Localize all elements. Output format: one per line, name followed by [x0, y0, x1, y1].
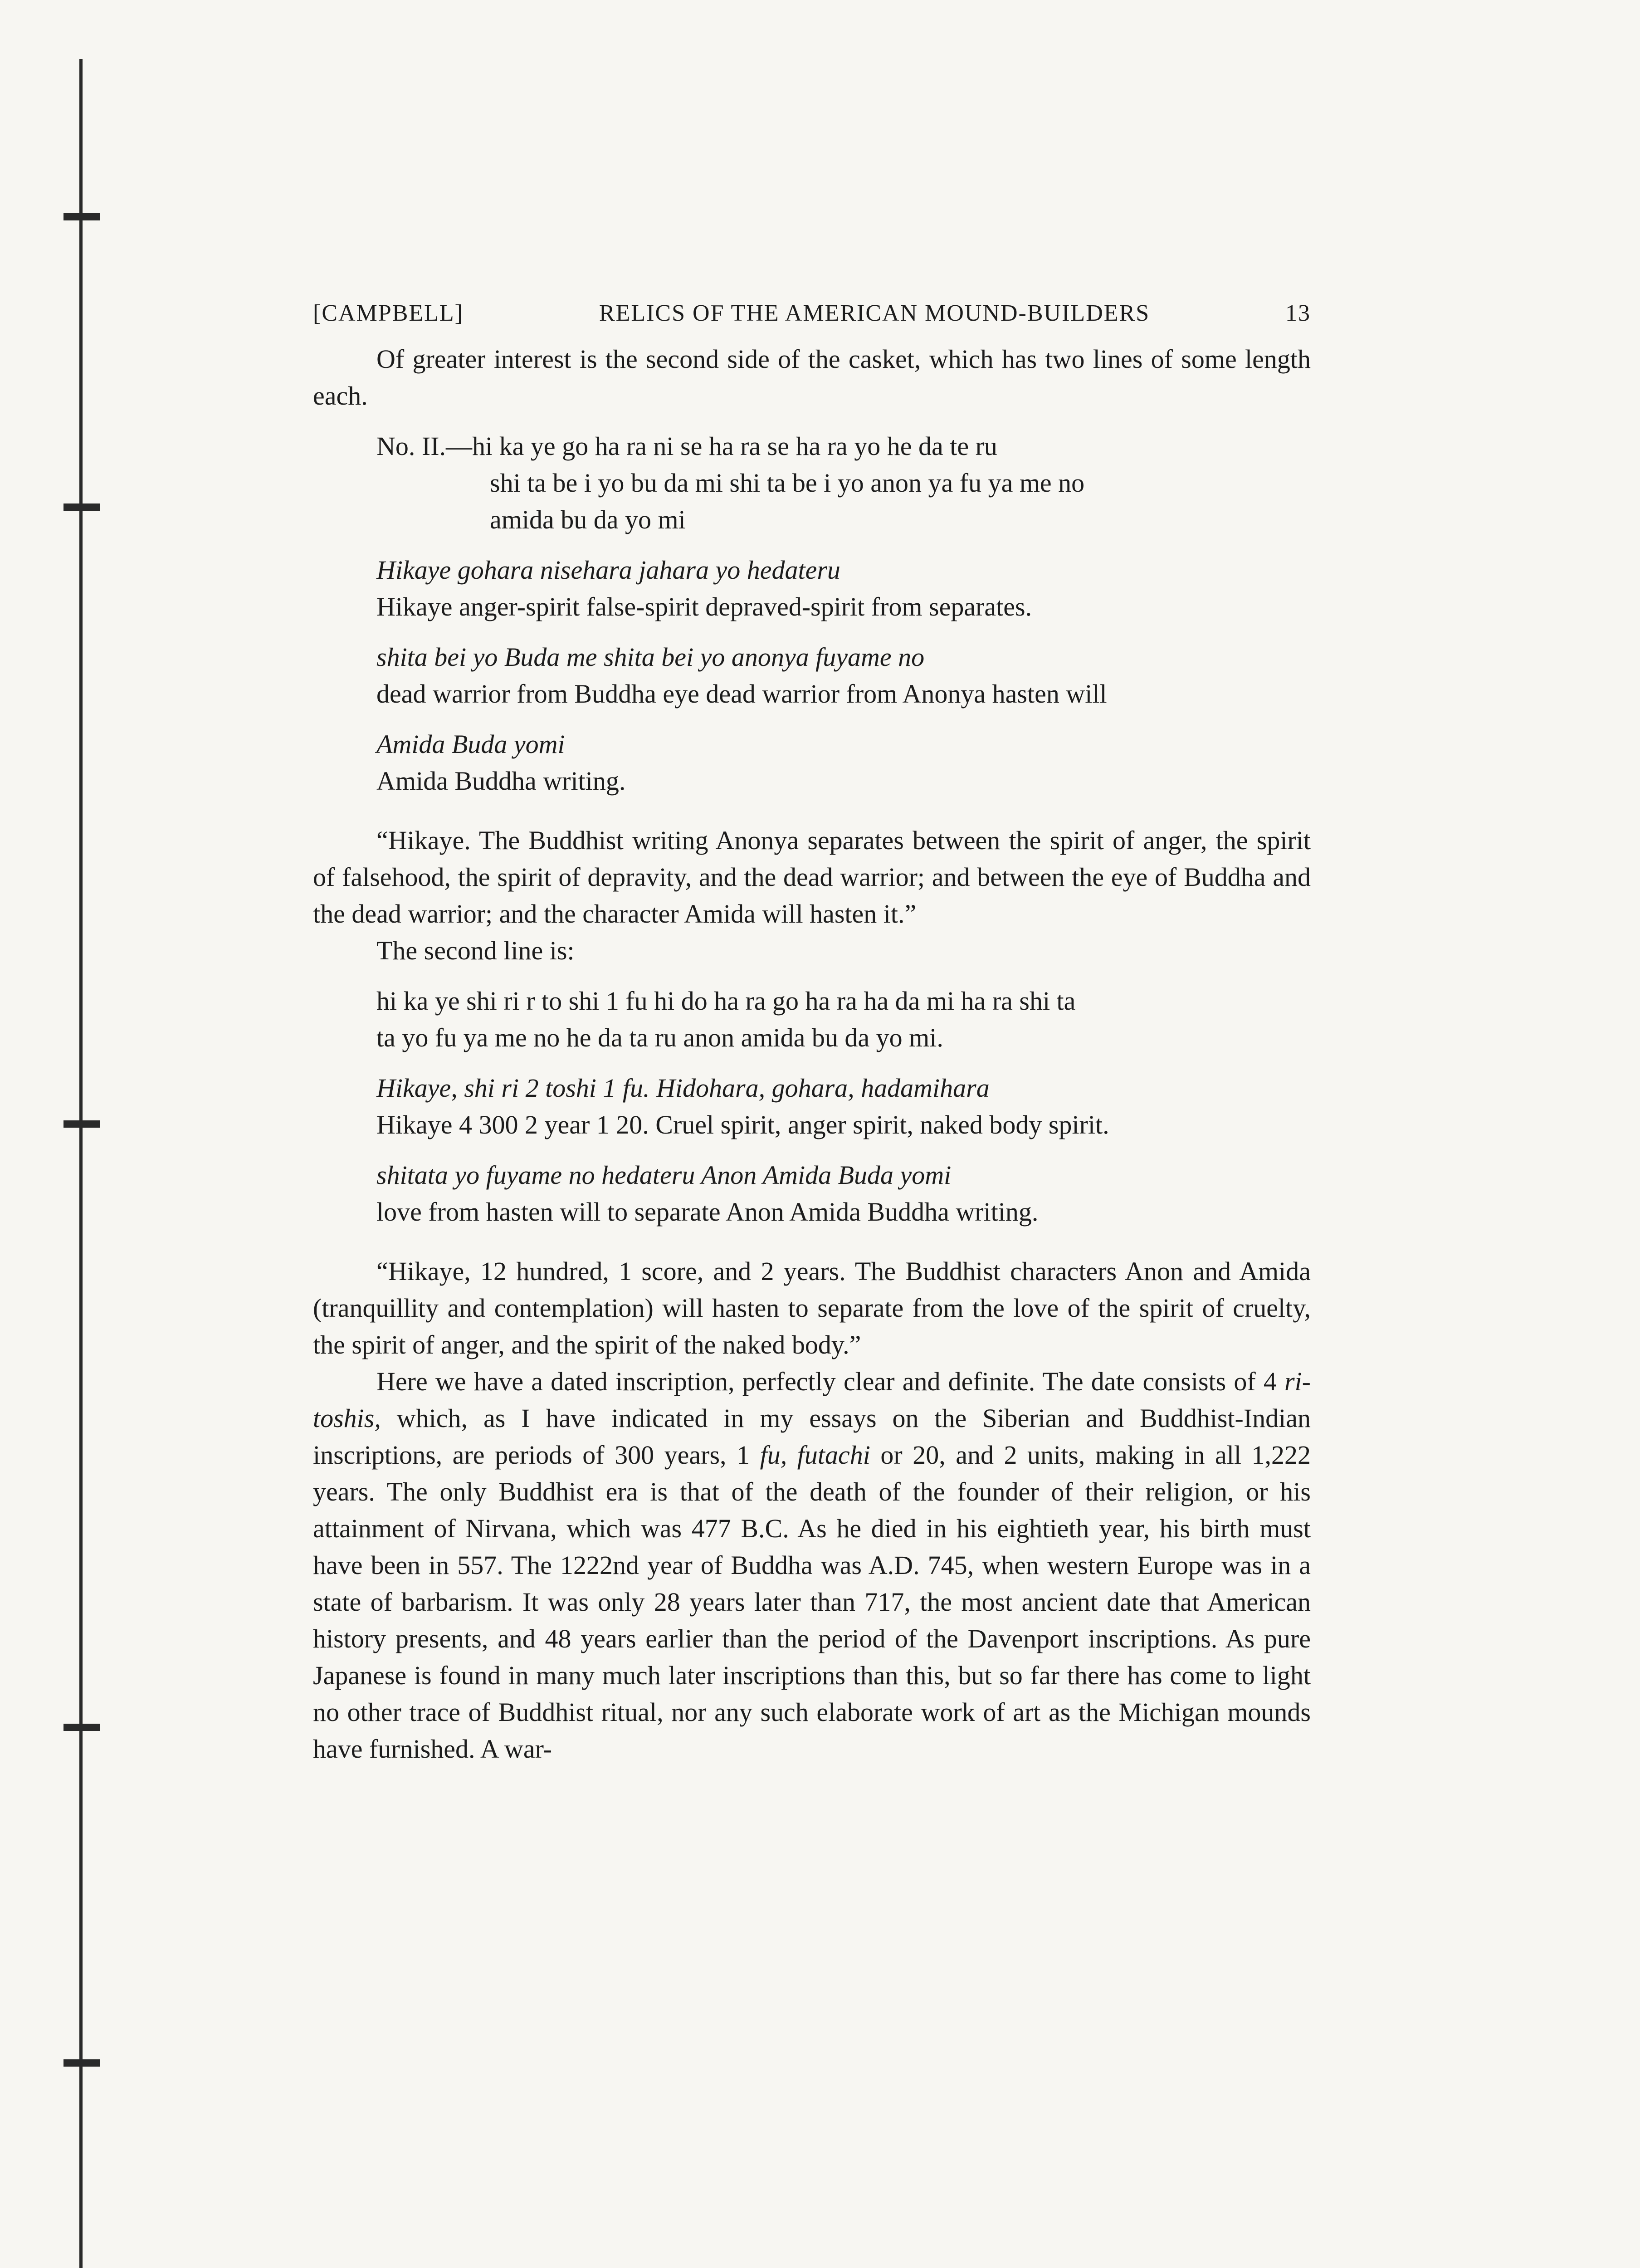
header-title: RELICS OF THE AMERICAN MOUND-BUILDERS: [599, 300, 1150, 326]
second-line-intro: The second line is:: [376, 936, 575, 965]
translation-paragraph: “Hikaye, 12 hundred, 1 score, and 2 years. The Buddhist characters Anon and Amida (tranquillity and contemplation) will hasten to separate from the love of the spirit of cruelty, the spirit of anger, and the spirit of the naked body.”: [313, 1256, 1311, 1359]
inscription-line: ta yo fu ya me no he da ta ru anon amida bu da yo mi.: [376, 1023, 943, 1052]
translation-pair: [376, 726, 1311, 799]
japanese-reading: Hikaye, shi ri 2 toshi 1 fu. Hidohara, gohara, hadamihara: [376, 1073, 990, 1103]
running-header: [313, 295, 1311, 332]
translation-pair: [376, 552, 1311, 625]
inscription-line: No. II.—hi ka ye go ha ra ni se ha ra se ha ra yo he da te ru: [376, 431, 997, 461]
scan-mark: [63, 1724, 100, 1731]
text-run: Here we have a dated inscription, perfectly clear and definite. The date consists of 4: [376, 1367, 1284, 1396]
japanese-reading: shitata yo fuyame no hedateru Anon Amida Buda yomi: [376, 1160, 952, 1190]
english-gloss: Hikaye anger-spirit false-spirit depraved-spirit from separates.: [376, 592, 1032, 621]
scan-mark: [63, 503, 100, 511]
scan-mark: [63, 2059, 100, 2067]
inscription-line: amida bu da yo mi: [490, 505, 686, 534]
scan-mark: [63, 1120, 100, 1128]
discussion-paragraph: [313, 1363, 1311, 1767]
japanese-reading: Amida Buda yomi: [376, 729, 565, 759]
inscription-line: shi ta be i yo bu da mi shi ta be i yo anon ya fu ya me no: [490, 468, 1085, 498]
english-gloss: Amida Buddha writing.: [376, 766, 626, 796]
header-author: [CAMPBELL]: [313, 300, 464, 326]
japanese-reading: Hikaye gohara nisehara jahara yo hedateru: [376, 555, 840, 585]
english-gloss: love from hasten will to separate Anon Amida Buddha writing.: [376, 1197, 1039, 1227]
italic-term: fu, futachi: [760, 1440, 870, 1470]
inscription-no2: [376, 428, 1311, 538]
english-gloss: Hikaye 4 300 2 year 1 20. Cruel spirit, anger spirit, naked body spirit.: [376, 1110, 1109, 1139]
translation-pair: [376, 1157, 1311, 1230]
text-run: or 20, and 2 units, making in all 1,222 years. The only Buddhist era is that of the death of the founder of their religion, or his attainment of Nirvana, which was 477 B.C. As he died in his eightieth year, his birth must have been in 557. The 1222nd year of Buddha was A.D. 745, when western Europe was in a state of barbarism. It was only 28 years later than 717, the most ancient date that American history presents, and 48 years earlier than the period of the Davenport inscriptions. As pure Japanese is found in many much later inscriptions than this, but so far there has come to light no other trace of Buddhist ritual, nor any such elaborate work of art as the Michigan mounds have furnished. A war-: [313, 1440, 1311, 1764]
italic-term: ri-toshis,: [313, 1367, 1311, 1433]
scan-mark: [63, 213, 100, 220]
scan-binding-edge: [79, 59, 83, 2268]
inscription-line2: [376, 982, 1311, 1056]
japanese-reading: shita bei yo Buda me shita bei yo anonya fuyame no: [376, 642, 925, 672]
english-gloss: dead warrior from Buddha eye dead warrior from Anonya hasten will: [376, 679, 1107, 709]
text-run: which, as I have indicated in my essays on the Siberian and Buddhist-Indian inscriptions, are periods of 300 years, 1: [313, 1403, 1311, 1470]
page-number: 13: [1285, 300, 1311, 326]
page-body: [313, 295, 1311, 1767]
inscription-line: hi ka ye shi ri r to shi 1 fu hi do ha ra go ha ra ha da mi ha ra shi ta: [376, 986, 1076, 1016]
translation-paragraph: “Hikaye. The Buddhist writing Anonya separates between the spirit of anger, the spirit of falsehood, the spirit of depravity, and the dead warrior; and between the eye of Buddha and the dead warrior; and the character Amida will hasten it.”: [313, 826, 1311, 929]
translation-pair: [376, 639, 1311, 712]
translation-pair: [376, 1070, 1311, 1143]
intro-paragraph: Of greater interest is the second side of the casket, which has two lines of some length each.: [313, 344, 1311, 411]
